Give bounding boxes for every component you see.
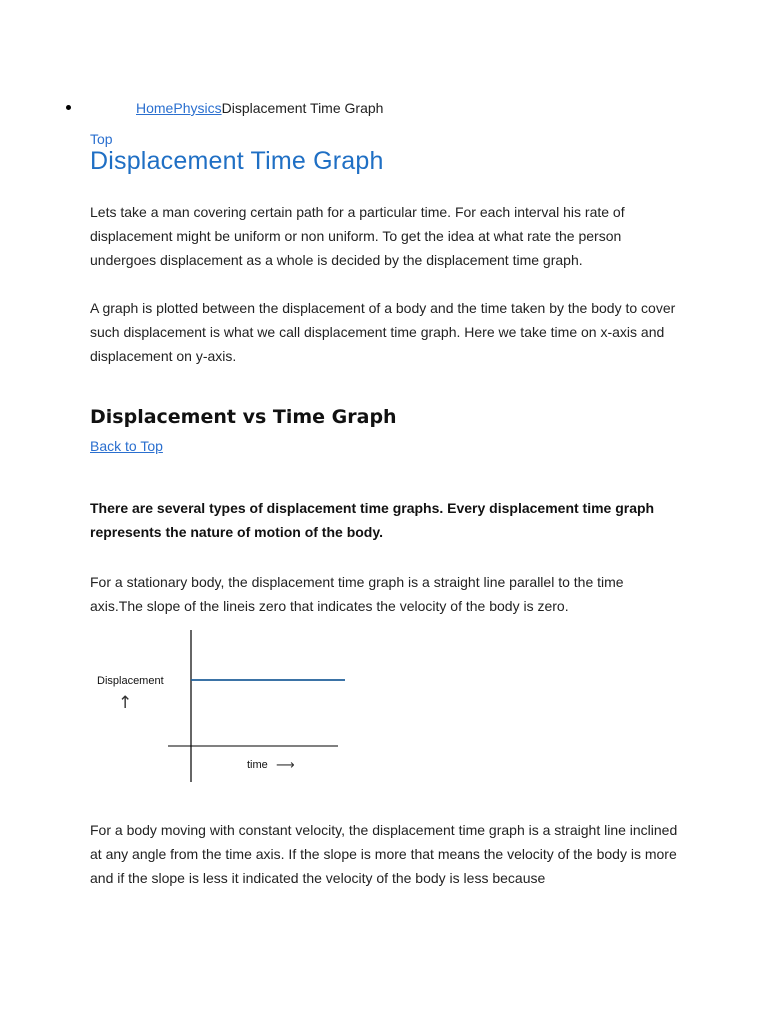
back-to-top-link[interactable]: Back to Top xyxy=(90,438,163,454)
breadcrumb-current: Displacement Time Graph xyxy=(221,100,384,116)
right-arrow-icon: ⟶ xyxy=(276,758,295,773)
page-title: Displacement Time Graph xyxy=(90,147,384,175)
section-heading: Displacement vs Time Graph xyxy=(90,406,397,428)
x-axis-label: time xyxy=(247,759,268,771)
stationary-paragraph: For a stationary body, the displacement time graph is a straight line parallel to the time axis.The slope of the lineis zero that indicates the velocity of the body is zero. xyxy=(90,574,624,614)
definition-paragraph: A graph is plotted between the displacement of a body and the time taken by the body to cover such displacement is what we call displacement time graph. Here we take time on x-axis and displacement on y-axis. xyxy=(90,300,676,364)
intro-paragraph: Lets take a man covering certain path for a particular time. For each interval his rate of displacement might be uniform or non uniform. To get the idea at what rate the person undergoes displacement as a whole is decided by the displacement time graph. xyxy=(90,204,625,268)
constant-velocity-paragraph: For a body moving with constant velocity, the displacement time graph is a straight line inclined at any angle from the time axis. If the slope is more that means the velocity of the body is more and if the slope is less it indicated the velocity of the body is less because xyxy=(90,822,678,886)
up-arrow-icon: ↑ xyxy=(118,693,133,713)
top-anchor[interactable]: Top xyxy=(90,131,113,147)
y-axis-label: Displacement xyxy=(97,675,164,687)
bullet-icon xyxy=(66,105,71,110)
breadcrumb-physics-link[interactable]: Physics xyxy=(173,100,222,116)
stationary-graph-figure xyxy=(92,628,352,788)
types-paragraph: There are several types of displacement time graphs. Every displacement time graph represents the nature of motion of the body. xyxy=(90,500,655,540)
breadcrumb-items xyxy=(136,99,383,117)
breadcrumb-home-link[interactable]: Home xyxy=(136,100,174,116)
